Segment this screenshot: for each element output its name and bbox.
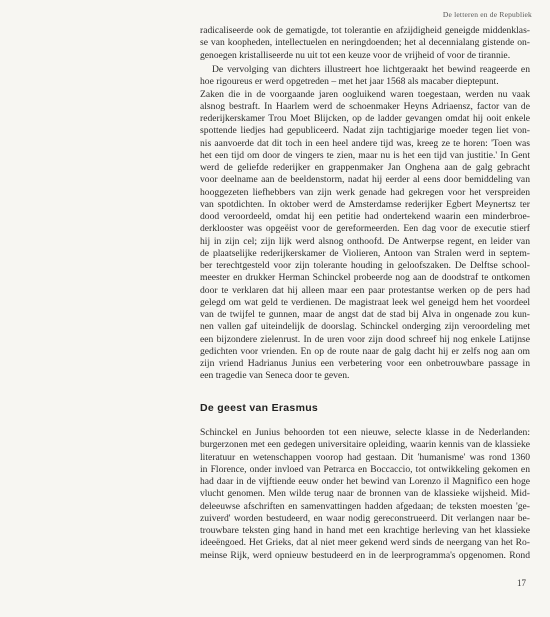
text-line: vlucht genomen. Men wilde terug naar de bronnen van de klassieke wijsheid. Mid-: [200, 488, 530, 500]
text-line: meester en drukker Herman Schinckel probeerde nog aan de doodstraf te ontkomen: [200, 272, 530, 284]
text-line: werd de geliefde rederijker en grappenmaker Jan Onghena aan de galg gebracht: [200, 162, 530, 173]
text-line: het een tijd om door de vingers te zien, maar nu is het een tijd van justitie.' In Gent: [200, 149, 530, 161]
text-line: gedichten voor vrienden. En op de route naar de galg dacht hij er zelfs nog aan om: [200, 345, 530, 357]
text-line: dood veroordeeld, omdat hij een petitie had ondertekend waarin een minderbroe-: [200, 211, 530, 222]
page-number: 17: [517, 578, 526, 588]
section-1-paragraph-2: [200, 64, 530, 383]
text-line: de plaatselijke rederijkerskamer de Violieren, Antoon van Stralen werd in septem-: [200, 247, 530, 259]
section-heading: De geest van Erasmus: [200, 402, 319, 414]
text-line: van spotdichten. In oktober werd de Amsterdamse rederijker Egbert Meynertsz ter: [200, 198, 530, 210]
text-line: hoe rigoureus er werd opgetreden – met het jaar 1568 als macaber dieptepunt.: [200, 76, 499, 88]
text-line: spottende liedjes had gepubliceerd. Nadat zijn tachtigjarige moeder tegen liet von-: [200, 125, 530, 137]
text-line: een bijzondere zielenrust. In de uren voor zijn dood schreef hij nog enkele Latijnse: [200, 333, 530, 345]
text-line: se van koopheden, intellectuelen en neringdoenden; het al decennialang gistende on-: [200, 37, 530, 49]
text-line: van de twijfel te gunnen, maar de angst dat de stad bij Alva in ongenade zou kun-: [200, 309, 530, 320]
text-line: Zaken die in de voorgaande jaren oogluikend waren toegestaan, werden nu vaak: [200, 88, 530, 100]
text-line: zijn vriend Hadrianus Junius een verbetering voor een onbetrouwbare passage in: [200, 358, 530, 369]
text-line: een tragedie van Seneca door te geven.: [200, 370, 350, 382]
text-line: literatuur en wetenschappen voorop had gestaan. Dit 'humanisme' was rond 1360: [200, 451, 530, 463]
text-line: genoegen kristalliseerde nu uit tot een keuze voor de vrijheid of voor de tirannie.: [200, 49, 511, 61]
text-line: rederijkerskamer Trou Moet Blijcken, op de ladder gevangen omdat hij ooit enkele: [200, 113, 530, 124]
text-line: hooggezeten liefhebbers van zijn werk genade had gekregen voor het verspreiden: [200, 186, 530, 198]
text-line: radicaliseerde ook de gematigde, tot tolerantie en afzijdigheid geneigde middenklas-: [200, 25, 530, 36]
text-line: nis aanvoerde dat dit toch in een heel andere tijd was, kreeg ze te horen: 'Toen was: [200, 137, 530, 149]
text-line: alsnog bestraft. In Haarlem werd de schoenmaker Heyns Adriaensz, factor van de: [200, 100, 530, 112]
text-line: zuiverd' worden bestudeerd, en waar nodig gereconstrueerd. Dit verlangen naar be-: [200, 512, 530, 524]
text-line: gelegd om wat geld te verdienen. De magistraat leek wel geneigd hem het voordeel: [200, 296, 530, 308]
text-line: ideeëngoed. Het Grieks, dat al niet meer gekend werd sinds de neergang van het Ro-: [200, 537, 530, 549]
text-line: in Florence, onder invloed van Petrarca en Boccaccio, tot ontwikkeling gekomen en: [200, 463, 530, 475]
text-line: hij in zijn cel; zijn lijk werd alsnog onthoofd. De Antwerpse regent, en leider van: [200, 235, 530, 247]
text-line: ber terechtgesteld voor zijn tolerante houding in geloofszaken. De Delftse school-: [200, 260, 530, 271]
text-line: Schinckel en Junius behoorden tot een nieuwe, selecte klasse in de Nederlanden:: [200, 427, 530, 438]
text-line: meinse Rijk, werd opnieuw bestudeerd en in de leerprogramma's opgenomen. Rond: [200, 549, 530, 561]
text-line: had daar in de vijftiende eeuw onder het bewind van Lorenzo il Magnifico een hoge: [200, 476, 530, 487]
text-line: door te verklaren dat hij alleen maar een paar protestantse werken op de pers had: [200, 284, 530, 296]
text-line: De vervolging van dichters illustreert hoe lichtgeraakt het bewind reageerde en: [212, 64, 530, 75]
text-line: nen vallen gaf uiteindelijk de doorslag. Schinckel onderging zijn veroordeling met: [200, 321, 530, 333]
text-line: burgerzonen met een gedegen universitaire opleiding, waarin kennis van de klassieke: [200, 439, 530, 451]
text-line: derklooster was opgeëist voor de gereformeerden. Een dag voor de executie stierf: [200, 223, 530, 235]
section-2-paragraph-1: [200, 427, 530, 562]
text-line: trouwbare teksten ging hand in hand met een krachtige herleving van het klassieke: [200, 525, 530, 536]
section-1-paragraph-1: [200, 25, 530, 62]
running-header: De letteren en de Republiek: [442, 10, 532, 19]
text-line: deleeuwse afschriften en samenvattingen hadden afgedaan; de teksten moesten 'ge-: [200, 500, 530, 512]
text-line: voor deelname aan de beeldenstorm, nadat hij eerder al eens door bemiddeling van: [200, 174, 530, 186]
